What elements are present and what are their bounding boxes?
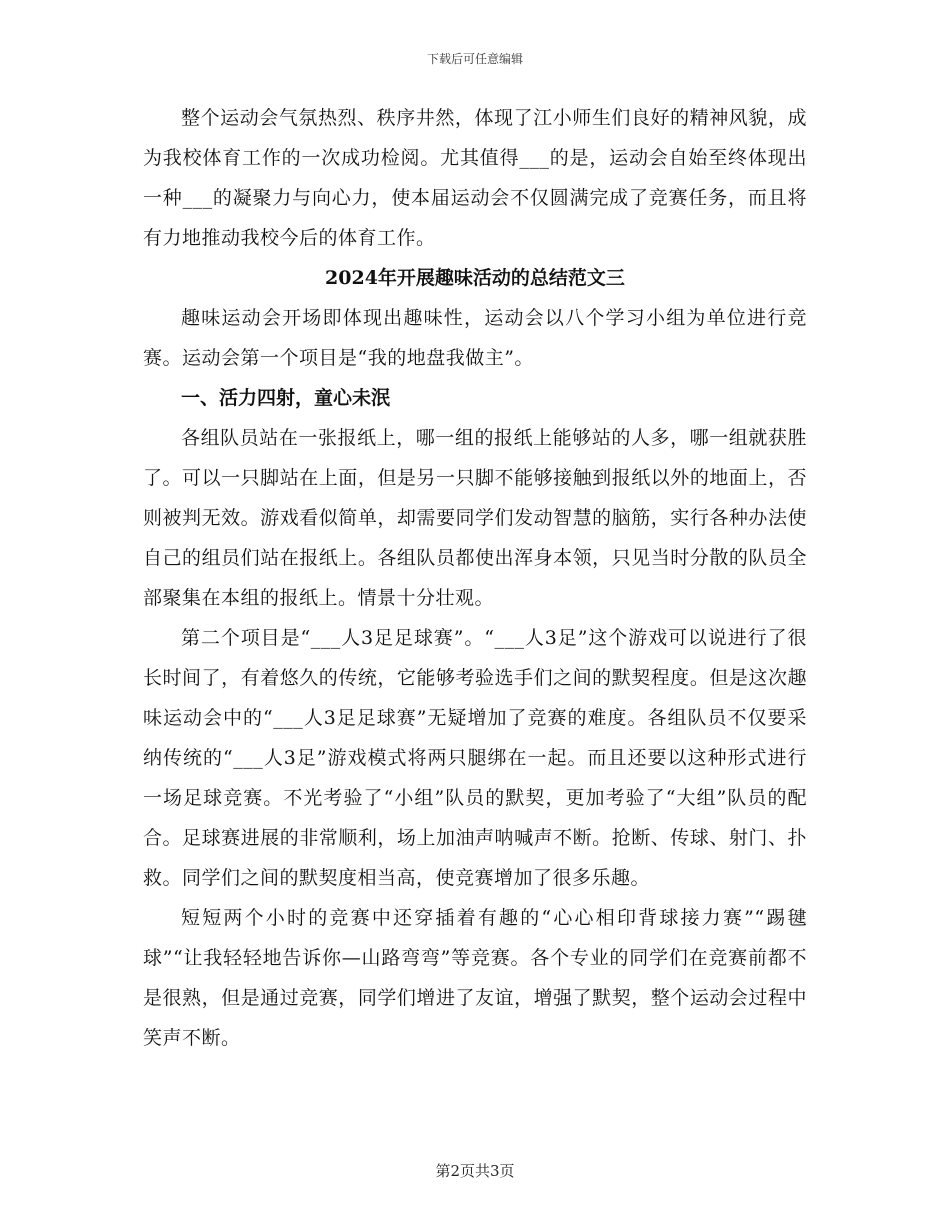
document-title: 2024年开展趣味活动的总结范文三 <box>325 267 625 289</box>
paragraph-5: 短短两个小时的竞赛中还穿插着有趣的“心心相印背球接力赛”“踢毽球”“让我轻轻地告诉你—山路弯弯”等竞赛。各个专业的同学们在竞赛前都不是很熟，但是通过竞赛，同学们增进了友谊，增强了默契，整个运动会过程中笑声不断。 <box>143 907 807 1049</box>
page-header: 下载后可任意编辑 <box>426 52 523 66</box>
section-heading-1: 一、活力四射，童心未泯 <box>181 387 391 409</box>
paragraph-2: 趣味运动会开场即体现出趣味性，运动会以八个学习小组为单位进行竞赛。运动会第一个项目是“我的地盘我做主”。 <box>143 307 807 369</box>
paragraph-4: 第二个项目是“___人3足足球赛”。“___人3足”这个游戏可以说进行了很长时间了，有着悠久的传统，它能够考验选手们之间的默契程度。但是这次趣味运动会中的“___人3足足球赛”无疑增加了竞赛的难度。各组队员不仅要采纳传统的“___人3足”游戏模式将两只腿绑在一起。而且还要以这种形式进行一场足球竞赛。不光考验了“小组”队员的默契，更加考验了“大组”队员的配合。足球赛进展的非常顺利，场上加油声呐喊声不断。抢断、传球、射门、扑救。同学们之间的默契度相当高，使竞赛增加了很多乐趣。 <box>143 627 807 889</box>
paragraph-1: 整个运动会气氛热烈、秩序井然，体现了江小师生们良好的精神风貌，成为我校体育工作的一次成功检阅。尤其值得___的是，运动会自始至终体现出一种___的凝聚力与向心力，使本届运动会不仅圆满完成了竞赛任务，而且将有力地推动我校今后的体育工作。 <box>143 107 807 249</box>
document-body <box>143 98 807 1058</box>
page-number: 第2页共3页 <box>435 1162 515 1180</box>
paragraph-3: 各组队员站在一张报纸上，哪一组的报纸上能够站的人多，哪一组就获胜了。可以一只脚站在上面，但是另一只脚不能够接触到报纸以外的地面上，否则被判无效。游戏看似简单，却需要同学们发动智慧的脑筋，实行各种办法使自己的组员们站在报纸上。各组队员都使出浑身本领，只见当时分散的队员全部聚集在本组的报纸上。情景十分壮观。 <box>143 427 807 609</box>
